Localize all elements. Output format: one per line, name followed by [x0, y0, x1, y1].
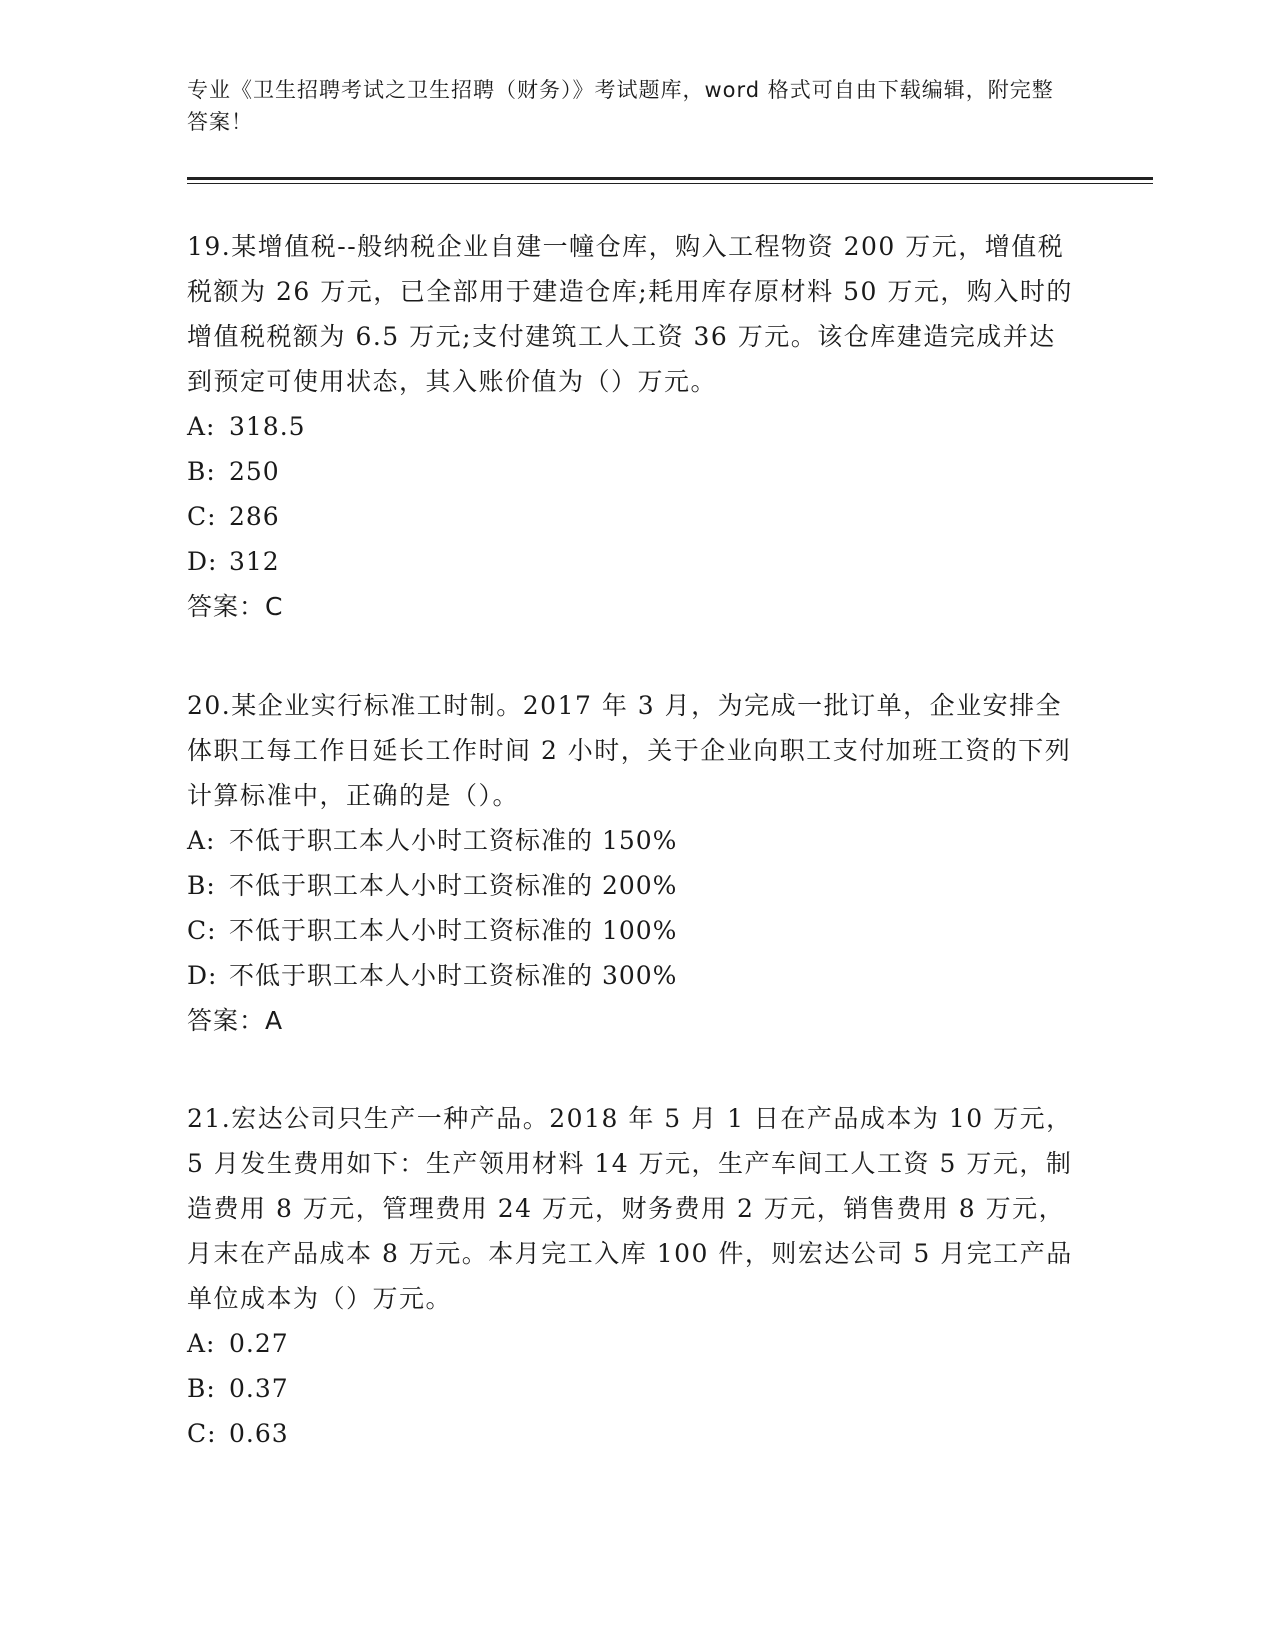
document-header: 专业《卫生招聘考试之卫生招聘（财务）》考试题库，word 格式可自由下载编辑，附完整答案！: [187, 78, 1054, 134]
answer: 答案：A: [187, 1006, 284, 1035]
option-text: 0.63: [229, 1419, 289, 1448]
option-c: [187, 908, 1077, 953]
option-text: 不低于职工本人小时工资标准的 150%: [229, 826, 678, 855]
option-text: 0.37: [229, 1374, 289, 1403]
option-letter: A:: [187, 1329, 216, 1358]
question-text: 20.某企业实行标准工时制。2017 年 3 月，为完成一批订单，企业安排全体职工每工作日延长工作时间 2 小时，关于企业向职工支付加班工资的下列计算标准中，正确的是（）。: [187, 691, 1072, 810]
option-text: 286: [229, 502, 280, 531]
option-text: 0.27: [229, 1329, 289, 1358]
option-a: [187, 1321, 1077, 1366]
option-b: [187, 1366, 1077, 1411]
option-letter: C:: [187, 502, 217, 531]
option-letter: D:: [187, 547, 218, 576]
option-d: [187, 953, 1077, 998]
option-a: [187, 818, 1077, 863]
option-letter: A:: [187, 412, 216, 441]
option-text: 不低于职工本人小时工资标准的 100%: [229, 916, 678, 945]
header-rule-thick: [187, 177, 1153, 180]
answer: 答案：C: [187, 592, 284, 621]
option-b: [187, 449, 1077, 494]
option-c: [187, 494, 1077, 539]
question-21: [187, 1096, 1077, 1456]
option-text: 不低于职工本人小时工资标准的 200%: [229, 871, 678, 900]
option-b: [187, 863, 1077, 908]
option-letter: C:: [187, 1419, 217, 1448]
option-letter: B:: [187, 457, 216, 486]
question-20: [187, 683, 1077, 1043]
option-letter: D:: [187, 961, 218, 990]
option-text: 318.5: [229, 412, 306, 441]
question-text: 21.宏达公司只生产一种产品。2018 年 5 月 1 日在产品成本为 10 万元，5 月发生费用如下：生产领用材料 14 万元，生产车间工人工资 5 万元，制造费用 8 万元，管理费用 24 万元，财务费用 2 万元，销售费用 8 万元，月末在产品成本 8 万元。本月完工入库 100 件，则宏达公司 5 月完工产品单位成本为（）万元。: [187, 1104, 1073, 1313]
option-letter: B:: [187, 1374, 216, 1403]
question-text: 19.某增值税--般纳税企业自建一幢仓库，购入工程物资 200 万元，增值税税额为 26 万元，已全部用于建造仓库;耗用库存原材料 50 万元，购入时的增值税税额为 6.5 万元;支付建筑工人工资 36 万元。该仓库建造完成并达到预定可使用状态，其入账价值为（）万元。: [187, 232, 1073, 396]
option-c: [187, 1411, 1077, 1456]
option-letter: B:: [187, 871, 216, 900]
option-text: 不低于职工本人小时工资标准的 300%: [229, 961, 678, 990]
option-letter: A:: [187, 826, 216, 855]
option-text: 312: [229, 547, 280, 576]
question-19: [187, 224, 1077, 629]
option-text: 250: [229, 457, 280, 486]
option-d: [187, 539, 1077, 584]
option-letter: C:: [187, 916, 217, 945]
option-a: [187, 404, 1077, 449]
header-rule-thin: [187, 183, 1153, 184]
